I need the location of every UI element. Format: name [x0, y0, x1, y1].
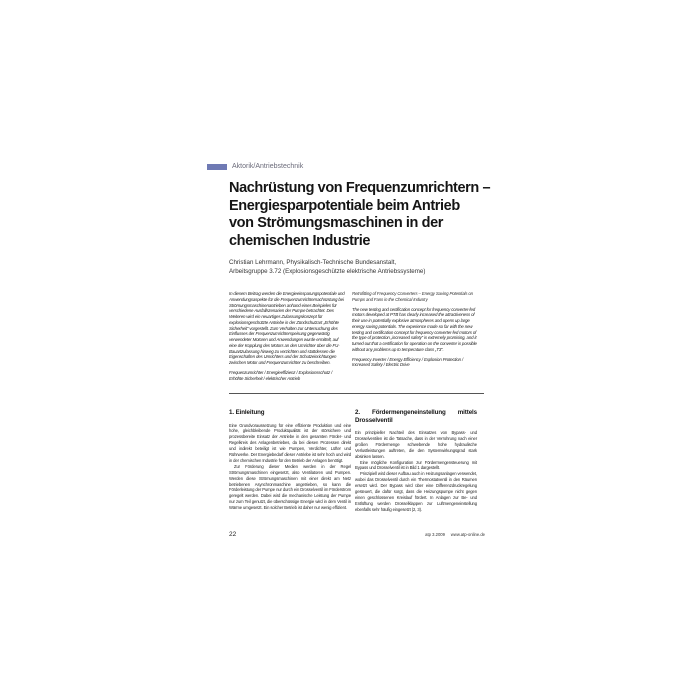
section-tag-label: Aktorik/Antriebstechnik: [232, 163, 304, 170]
journal-footer: [420, 532, 485, 538]
author-line: Arbeitsgruppe 3.72 (Explosionsgeschützte elektrische Antriebssysteme): [229, 267, 426, 275]
body-paragraph: Ein prinzipieller Nachteil des Einsatzes von Bypass- und Drosselventilen ist die Tatsache, dass in der Verrohrung nach einer großen Fördermenge schwebende hohe hydraulische Verlustleistungen auftreten, die den Systemwirkungsgrad stark absinken lassen.: [355, 430, 477, 459]
abstract-english-text: The new testing and certification concept for frequency converter-fed motors developed at PTB has clearly increased the attractiveness of their use in potentially explosive atmospheres and opens up large energy saving potentials. The experience made so far with the new testing and certification concept for frequency converter-fed motors of the type of protection „increased safety“ is extremely promising, and it turned out that a certification for operation on the converter is possible without any problems up to temperature class „T3“.: [352, 306, 477, 352]
body-paragraph: Eine Grundvoraussetzung für eine effiziente Produktion und eine hohe, gleichbleibende Produktqualität ist der störsichere und prozessbereite Einsatz der Antriebe in den gesamten Förder- und Regelkreis des Anlagenbetriebes, da bei diesen Prozessen direkt und indirekt beteiligt ist wie Pumpen, Verdichter, Lüfter und Rührwerke. Der Energiebedarf dieser Antriebe ist sehr hoch und wird in der chemischen Industrie für den Betrieb der Anlagen benötigt.: [229, 422, 351, 463]
keywords-english: Frequency Inverter / Energy Efficiency / Explosion Protection / Increased Safety / Electric Drive: [352, 356, 464, 368]
journal-issue: atp 3.2009: [425, 532, 445, 537]
body-paragraph: Eine mögliche Konfiguration zur Fördermengensteuerung mit Bypass und Drosselventil ist in Bild 1 dargestellt.: [355, 459, 477, 471]
body-paragraph: Zur Förderung dieser Medien werden in der Regel Strömungsmaschinen eingesetzt, also Ventilatoren und Pumpen. Werden diese Strömungsmaschinen mit einer direkt am Netz betriebenen Asynchronmaschine angetrieben, so kann die Förderleistung der Pumpe nur durch ein Drosselventil im Förderstrom geregelt werden. Dabei wird die mechanische Leistung der Pumpe nur zum Teil genutzt, die überschüssige Energie wird in dem Ventil in Wärme umgesetzt. Ein solcher Betrieb ist daher nur wenig effizient.: [229, 463, 352, 511]
section-heading: 1. Einleitung: [229, 409, 265, 416]
keywords-german: Frequenzumrichter / Energieeffizienz / Explosionsschutz / Erhöhte Sicherheit / elektrischer Antrieb: [229, 369, 333, 381]
body-column-left: [229, 409, 351, 511]
article-title: [229, 180, 519, 250]
abstract-german-text: In diesem Beitrag werden die Energieeinsparungspotentiale und Anwendungsaspekte für die Frequenzumrichternachrüstung bei Strömungsmaschinenantrieben anhand eines Beispieles für verschiedene Ausfallszenarien der Pumpe betrachtet. Des Weiteren wird ein neuartiges Zulassungskonzept für explosionsgeschützte Antriebe in der Zündschutzart „Erhöhte Sicherheit“ vorgestellt. Zum Verhalten zur Untersuchung des Einflusses der Frequenzumrichterspeisung gegenwärtig verwendeter Motoren und Anwendungen wurde ermittelt, auf eine der Kopplung des Motors an den Umrichter über die FU-Bauartzulassung hinweg zu verzichten und stattdessen die Eigenschaften des Umrichters und der Schutzeinrichtungen zwischen Motor und Frequenzumrichter zu beschreiben.: [229, 291, 345, 365]
page-number: 22: [229, 531, 237, 538]
abstract-german: [229, 291, 347, 385]
abstract-english: [352, 291, 482, 372]
title-line: chemischen Industrie: [229, 232, 371, 249]
author-affiliation: [229, 259, 529, 276]
author-line: Christian Lehrmann, Physikalisch-Technische Bundesanstalt,: [229, 259, 397, 266]
section-tag-bar: [207, 164, 227, 170]
title-line: Energiesparpotentiale beim Antrieb: [229, 197, 460, 214]
abstract-english-title: Retrofitting of Frequency Converters – Energy Saving Potentials on Pumps and Fans in the Chemical Industry: [352, 291, 473, 302]
title-line: von Strömungsmaschinen in der: [229, 215, 443, 231]
section-heading: 2. Fördermengeneinstellung mittels Drosselventil: [355, 409, 477, 424]
section-tag: [207, 161, 507, 173]
body-paragraph: Prinzipiell wird dieser Aufbau auch in Heizungsanlagen verwendet, wobei das Drosselventil durch ein Thermostatventil in den Räumen ersetzt wird. Der Bypass wird über eine Differenzdruckregelung gesteuert, die dafür sorgt, dass die Heizungspumpe nicht gegen einen geschlossenen Kreislauf fördert. In Anlagen zur Be- und Entlüftung werden Drosselklappen zur Luftmengeneinstellung ebenfalls sehr häufig eingesetzt (2, 3).: [355, 471, 477, 512]
title-line: Nachrüstung von Frequenzumrichtern –: [229, 180, 491, 196]
body-column-right: [355, 409, 477, 513]
journal-url: www.atp-online.de: [450, 532, 485, 537]
abstract-divider: [229, 393, 484, 394]
